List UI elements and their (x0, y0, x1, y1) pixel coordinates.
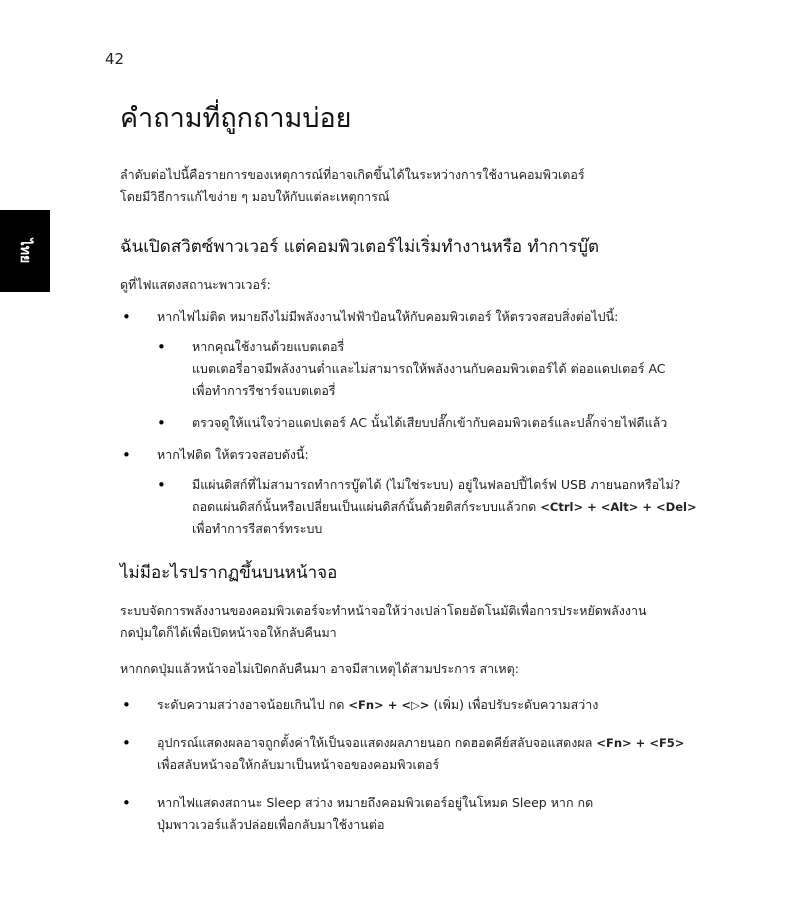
list-item (120, 792, 710, 836)
list-item (157, 474, 710, 540)
language-tab (0, 210, 50, 292)
section-paragraph-display (120, 600, 710, 644)
page-content (120, 100, 710, 846)
sub-bullet-list (157, 336, 710, 434)
list-item (157, 412, 710, 434)
bullet-text: ระดับความสว่างอาจน้อยเกินไป กด (157, 697, 345, 712)
sub-bullet-line: แบตเตอรี่อาจมีพลังงานต่ำและไม่สามารถให้พลังงานกับคอมพิวเตอร์ได้ ต่ออแดปเตอร์ AC (192, 361, 666, 376)
page-number: 42 (105, 50, 125, 68)
sub-bullet-list (157, 474, 710, 540)
section-lead-display: หากกดปุ่มแล้วหน้าจอไม่เปิดกลับคืนมา อาจมีสาเหตุได้สามประการ สาเหตุ: (120, 661, 519, 676)
bullet-line (157, 732, 710, 754)
key-combo: <Ctrl> + <Alt> + <Del> (540, 500, 697, 514)
bullet-line: เพื่อสลับหน้าจอให้กลับมาเป็นหน้าจอของคอมพิวเตอร์ (157, 757, 440, 772)
bullet-text: (เพิ่ม) เพื่อปรับระดับความสว่าง (433, 697, 599, 712)
list-item (157, 336, 710, 402)
bullet-text: อุปกรณ์แสดงผลอาจถูกตั้งค่าให้เป็นจอแสดงผลภายนอก กดฮอตคีย์สลับจอแสดงผล (157, 735, 593, 750)
list-item (120, 694, 710, 716)
key-combo: <Fn> + <F5> (596, 736, 685, 750)
sub-bullet-line (192, 496, 710, 518)
bullet-line: • หากไฟแสดงสถานะ Sleep สว่าง หมายถึงคอมพิวเตอร์อยู่ในโหมด Sleep หาก กด (157, 795, 594, 810)
list-item (120, 306, 710, 434)
intro-paragraph (120, 164, 710, 208)
page-title: คำถามที่ถูกถามบ่อย (120, 103, 352, 134)
bullet-list-display (120, 694, 710, 836)
sub-bullet-line: ตรวจดูให้แน่ใจว่าอแดปเตอร์ AC นั้นได้เสียบปลั๊กเข้ากับคอมพิวเตอร์และปลั๊กจ่ายไฟดีแล้ว (192, 415, 668, 430)
bullet-line: ปุ่มพาวเวอร์แล้วปล่อยเพื่อกลับมาใช้งานต่อ (157, 817, 385, 832)
sub-bullet-line: เพื่อทำการรีชาร์จแบตเตอรี่ (192, 383, 336, 398)
sub-bullet-line: • หากคุณใช้งานด้วยแบตเตอรี่ (192, 339, 345, 354)
sub-bullet-line: เพื่อทำการรีสตาร์ทระบบ (192, 521, 323, 536)
paragraph-line: กดปุ่มใดก็ได้เพื่อเปิดหน้าจอให้กลับคืนมา (120, 625, 337, 640)
bullet-list-power (120, 306, 710, 540)
key-combo: <Fn> + <▷> (348, 698, 430, 712)
sub-bullet-text: ถอดแผ่นดิสก์นั้นหรือเปลี่ยนเป็นแผ่นดิสก์นั้นด้วยดิสก์ระบบแล้วกด (192, 499, 537, 514)
section-lead-power: ดูที่ไฟแสดงสถานะพาวเวอร์: (120, 277, 271, 292)
sub-bullet-line: • มีแผ่นดิสก์ที่ไม่สามารถทำการบู๊ตได้ (ไม่ใช่ระบบ) อยู่ในฟลอปปี้ไดร์ฟ USB ภายนอกหรือไม่? (192, 477, 681, 492)
language-tab-label: ไทย (16, 238, 33, 264)
list-item (120, 732, 710, 776)
bullet-text: หากไฟไม่ติด หมายถึงไม่มีพลังงานไฟฟ้าป้อนให้กับคอมพิวเตอร์ ให้ตรวจสอบสิ่งต่อไปนี้: (157, 309, 619, 324)
intro-line: โดยมีวิธีการแก้ไขง่าย ๆ มอบให้กับแต่ละเหตุการณ์ (120, 189, 390, 204)
paragraph-line: ระบบจัดการพลังงานของคอมพิวเตอร์จะทำหน้าจอให้ว่างเปล่าโดยอัตโนมัติเพื่อการประหยัดพลังงาน (120, 603, 647, 618)
intro-line: ลำดับต่อไปนี้คือรายการของเหตุการณ์ที่อาจเกิดขึ้นได้ในระหว่างการใช้งานคอมพิวเตอร์ (120, 167, 585, 182)
list-item (120, 444, 710, 540)
bullet-text: หากไฟติด ให้ตรวจสอบดังนี้: (157, 447, 309, 462)
section-heading-display: ไม่มีอะไรปรากฏขึ้นบนหน้าจอ (120, 563, 338, 583)
section-heading-power: ฉันเปิดสวิตซ์พาวเวอร์ แต่คอมพิวเตอร์ไม่เริ่มทำงานหรือ ทำการบู๊ต (120, 237, 600, 257)
